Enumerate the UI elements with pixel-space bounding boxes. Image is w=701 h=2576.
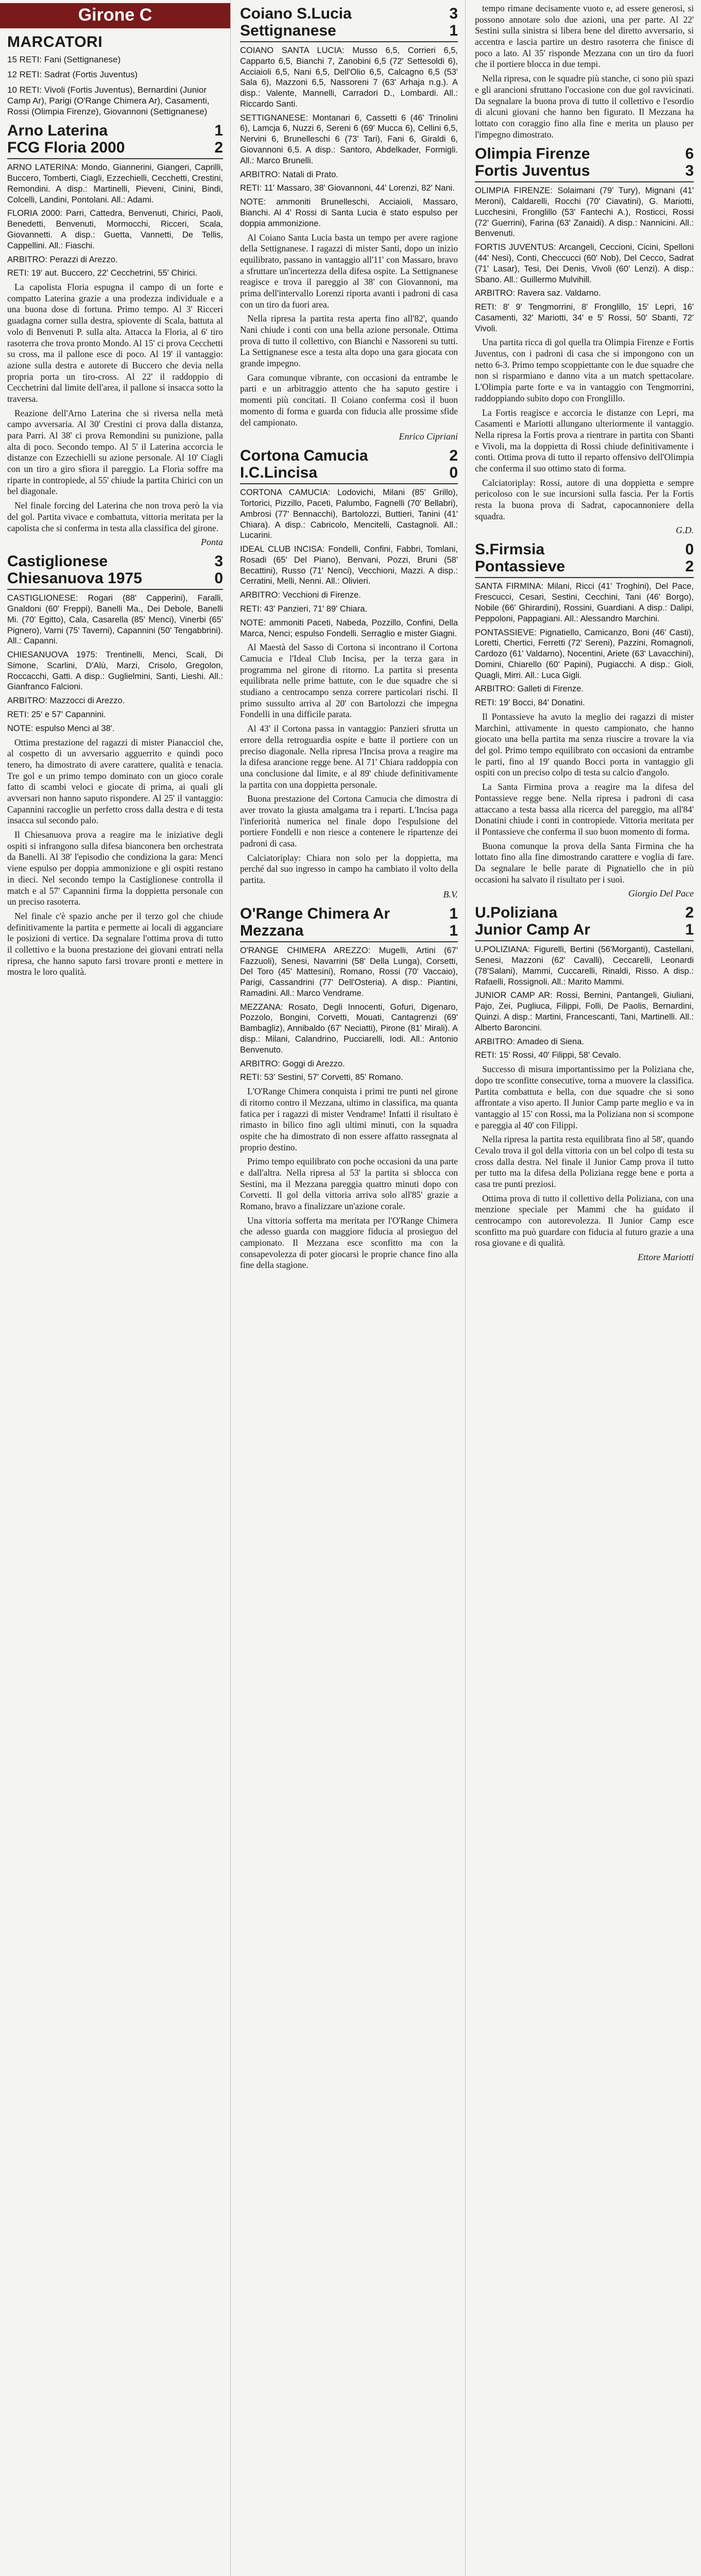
- scorers-list: [7, 54, 223, 117]
- author-signature: B.V.: [443, 889, 458, 900]
- match-report: [7, 122, 223, 548]
- report-paragraph: Gara comunque vibrante, con occasioni da entrambe le parti e un arbitraggio attento che ha saputo gestire i momenti più concitati. Il Coiano conferma così il buon momento di forma e guarda con fiducia alle prossime sfide del campionato.: [240, 372, 458, 428]
- away-lineup: JUNIOR CAMP AR: Rossi, Bernini, Pantangeli, Giuliani, Pajo, Zei, Pugliuca, Filippi, Folli, De Paolis, Bernardini, Quinzi. A disp.: Martini, Francescanti, Tani, Martinelli. All.: Alberto Baroncini.: [475, 991, 694, 1032]
- away-team-row: [7, 139, 223, 159]
- home-team-score: 3: [449, 5, 458, 22]
- away-team-score: 1: [449, 22, 458, 39]
- goals: RETI: 43' Panzieri, 71' 89' Chiara.: [240, 604, 367, 614]
- author-signature: Enrico Cipriani: [399, 431, 458, 442]
- referee: ARBITRO: Natali di Prato.: [240, 170, 338, 179]
- author-signature: Ettore Mariotti: [638, 1252, 694, 1263]
- goals: RETI: 8' 9' Tengmorrini, 8' Fronglillo, 15' Lepri, 16' Casamenti, 32' Mariotti, 34' e 5' Rossi, 50' Sbanti, 72' Vivoli.: [475, 302, 694, 333]
- report-paragraph: Nel finale c'è spazio anche per il terzo gol che chiude definitivamente la partita e permette ai locali di agganciare le posizioni di vertice. Da segnalare l'ottima prova di tutto il collettivo e la buona prestazione dei giovani entrati nella ripresa, che hanno saputo farsi trovare pronti e mettere in mostra le loro qualità.: [7, 910, 223, 977]
- home-team-row: [7, 122, 223, 139]
- report-paragraph: La capolista Floria espugna il campo di un forte e compatto Laterina grazie a una prodezza individuale e a una buona dose di fortuna. Primo tempo. Al 3' Ricceri guadagna corner sulla destra, spiovente di Scala, battuta al volo di Benvenuti P. sulla alta. Attacca la Floria, al 6' tiro rasoterra che trova pronto Mondo. Al 15' ci prova Cecchetti su cross, ma il pallone esce di poco. Al 19' il vantaggio: azione sulla destra e autorete di Buccero che devia nella propria porta un tiro-cross. Al 22' il raddoppio di Cecchetrini dal limite dell'area, il pallone si insacca sotto la traversa.: [7, 282, 223, 404]
- home-team-name: Castiglionese: [7, 553, 108, 570]
- report-paragraph: Il Chiesanuova prova a reagire ma le iniziative degli ospiti si infrangono sulla difesa bianconera ben orchestrata da Banelli. Al 38' l'episodio che condiziona la gara: Menci viene espulso per doppia ammonizione e gli ospiti restano in dieci. Nel secondo tempo la Castiglionese controlla il match e al 57' Capannini firma la doppietta personale con un preciso rasoterra.: [7, 829, 223, 907]
- home-team-name: Olimpia Firenze: [475, 145, 590, 163]
- report-paragraph: tempo rimane decisamente vuoto e, ad essere generosi, si possono annotare solo due azioni, una per parte. Al 22' Sestini sulla sinistra si libera bene del diretto avversario, si accentra e lascia partire un destro rasoterra che finisce di poco a lato. Al 35' risponde Mezzana con un tiro da fuori che il portiere blocca in due tempi.: [475, 3, 694, 70]
- notes: NOTE: espulso Menci al 38'.: [7, 723, 115, 733]
- home-lineup: O'RANGE CHIMERA AREZZO: Mugelli, Artini (67' Fazzuoli), Senesi, Navarrini (58' Della Lunga), Corsetti, Del Toro (45' Mattesini), Romano, Rossi (70' Vaccaio), Parigi, Cassandrini (77' Dell'Osteria). A disp.: Piantini, Ramadini. All.: Marco Vendrame.: [240, 945, 458, 998]
- away-team-score: 1: [685, 921, 694, 939]
- match-report: [475, 145, 694, 536]
- report-paragraph: Al Coiano Santa Lucia basta un tempo per avere ragione della Settignanese. I ragazzi di mister Santi, dopo un inizio equilibrato, passano in vantaggio all'11' con Massaro, bravo a sfruttare un'incertezza della difesa ospite. La Settignanese reagisce e trova il pareggio al 38' con Giovannoni, ma prima dell'intervallo Lorenzi riporta avanti i padroni di casa con un tiro da fuori area.: [240, 232, 458, 310]
- author-signature: G.D.: [676, 525, 694, 536]
- home-team-row: [240, 447, 458, 464]
- report-paragraph: Ottima prova di tutto il collettivo della Poliziana, con una menzione speciale per Mammi che ha guidato il centrocampo con autorevolezza. Il Junior Camp esce sconfitto ma può guardare con fiducia al futuro grazie a una rosa giovane e di qualità.: [475, 1193, 694, 1248]
- away-team-score: 0: [214, 570, 223, 587]
- report-paragraph: Buona prestazione del Cortona Camucia che dimostra di aver trovato la giusta amalgama tra i reparti. L'Incisa paga l'inferiorità numerica nel finale dopo l'espulsione del portiere Fondelli e non riesce a contenere le ripartenze dei padroni di casa.: [240, 793, 458, 849]
- report-paragraph: Una vittoria sofferta ma meritata per l'O'Range Chimera che adesso guarda con maggiore fiducia al prosieguo del campionato. Il Mezzana esce sconfitto ma con la consapevolezza di poter giocarsi le proprie chance fino alla fine della stagione.: [240, 1215, 458, 1270]
- referee: ARBITRO: Ravera saz. Valdarno.: [475, 289, 601, 298]
- away-team-row: [7, 570, 223, 590]
- home-team-name: U.Poliziana: [475, 904, 558, 922]
- author-signature: Ponta: [201, 537, 223, 548]
- report-paragraph: Al 43' il Cortona passa in vantaggio: Panzieri sfrutta un errore della retroguardia ospite e batte il portiere con un preciso diagonale. Nella ripresa l'Incisa prova a reagire ma la difesa arancione regge bene. Al 71' Chiara raddoppia con una conclusione dal limite, e al 89' chiude definitivamente la partita con una doppietta personale.: [240, 723, 458, 790]
- referee: ARBITRO: Galleti di Firenze.: [475, 684, 584, 694]
- group-banner: Girone C: [0, 3, 230, 28]
- home-lineup: SANTA FIRMINA: Milani, Ricci (41' Troghini), Del Pace, Frescucci, Cesari, Sestini, Cecchini, Tani (46' Borgo), Nobile (66' Ghirardini), Rossini, Guardiani. A disp.: Dalipi, Peppoloni, Pappagiani. All.: Alessandro Marchini.: [475, 582, 694, 623]
- goals: RETI: 19' aut. Buccero, 22' Cecchetrini, 55' Chirici.: [7, 268, 197, 278]
- away-team-row: [240, 922, 458, 942]
- scorers-line: 15 RETI: Fani (Settignanese): [7, 55, 121, 64]
- home-lineup: ARNO LATERINA: Mondo, Giannerini, Giangeri, Caprilli, Buccero, Tomberti, Ciagli, Ezzechielli, Cecchetti, Crestini, Remondini. A disp.: Martinelli, Pieveni, Cinini, Bindi, Colcelli, Landini, Pontolani. All.: Adami.: [7, 163, 223, 205]
- home-team-row: [7, 553, 223, 570]
- goals: RETI: 53' Sestini, 57' Corvetti, 85' Romano.: [240, 1073, 403, 1082]
- away-lineup: SETTIGNANESE: Montanari 6, Cassetti 6 (46' Trinolini 6), Lamcja 6, Nuzzi 6, Sereni 6 (69' Mucca 6), Cellini 6,5, Nervini 6, Brunelleschi 6 (73' Tari), Fani 6, Giraldi 6, Giovannoni 6,5. A disp.: Santoro, Abdelkader, Formigli. All.: Marco Brunelli.: [240, 113, 458, 165]
- report-paragraph: La Fortis reagisce e accorcia le distanze con Lepri, ma Casamenti e Mariotti allungano ulteriormente il vantaggio. Nella ripresa la Fortis prova a rientrare in partita con Sbanti e Vivoli, ma la doppietta di Rossi chiude definitivamente i conti. Ottima prova di tutto il reparto offensivo dell'Olimpia che conferma il suo ottimo stato di forma.: [475, 407, 694, 473]
- away-team-score: 2: [214, 139, 223, 157]
- away-team-row: [475, 558, 694, 578]
- referee: ARBITRO: Goggi di Arezzo.: [240, 1059, 345, 1069]
- referee: ARBITRO: Vecchioni di Firenze.: [240, 590, 361, 600]
- match-report: [475, 904, 694, 1263]
- report-paragraph: Nella ripresa, con le squadre più stanche, ci sono più spazi e gli arancioni sfruttano l'occasione con due gol ravvicinati. Da segnalare la buona prova di tutto il collettivo e l'esordio di alcuni giovani che hanno ben figurato. Il Mezzana ha lottato con coraggio fino alla fine e merita un plauso per l'impegno dimostrato.: [475, 73, 694, 140]
- match-report: [240, 905, 458, 1271]
- report-paragraph: Primo tempo equilibrato con poche occasioni da una parte e dall'altra. Nella ripresa al 53' la partita si sblocca con Sestini, ma il Mezzana pareggia quattro minuti dopo con Corvetti. Il gol della vittoria arriva solo all'85' grazie a Romano, bravo a finalizzare un'azione corale.: [240, 1156, 458, 1212]
- home-team-name: Arno Laterina: [7, 122, 108, 140]
- home-team-score: 1: [449, 905, 458, 922]
- away-team-row: [240, 22, 458, 42]
- report-paragraph: Successo di misura importantissimo per la Poliziana che, dopo tre sconfitte consecutive, torna a muovere la classifica. Partita combattuta e bella, con due squadre che si sono affrontate a viso aperto. Il Junior Camp parte meglio e va in vantaggio al 15' con Rossi, ma la Poliziana non si scompone e pareggia al 40' con Filippi.: [475, 1064, 694, 1130]
- away-team-name: Mezzana: [240, 922, 304, 939]
- home-lineup: OLIMPIA FIRENZE: Solaimani (79' Tury), Mignani (41' Meroni), Caldarelli, Rocchi (70' Ciavatini), G. Mariotti, Lucchesini, Fronglillo (53' Fantechi A.), Rosticci, Rossi (72' Guerrini), Farina (63' Zanaidi). A disp.: Nannicini. All.: Benvenuti.: [475, 186, 694, 239]
- column-left: [0, 0, 231, 2576]
- referee: ARBITRO: Mazzocci di Arezzo.: [7, 696, 125, 706]
- home-team-name: S.Firmsia: [475, 541, 545, 558]
- away-lineup: FLORIA 2000: Parri, Cattedra, Benvenuti, Chirici, Paoli, Benedetti, Benvenuti, Mormocchi, Ricceri, Scala, Giovannetti. A disp.: Guetta, Vannetti, De Tellis, Cappellini. All.: Fiaschi.: [7, 209, 223, 250]
- home-team-score: 3: [214, 553, 223, 570]
- home-team-score: 0: [685, 541, 694, 558]
- away-team-score: 2: [685, 558, 694, 575]
- goals: RETI: 11' Massaro, 38' Giovannoni, 44' Lorenzi, 82' Nani.: [240, 183, 455, 193]
- home-team-row: [240, 905, 458, 922]
- home-team-name: Cortona Camucia: [240, 447, 368, 465]
- home-lineup: CORTONA CAMUCIA: Lodovichi, Milani (85' Grillo), Tortorici, Pizzillo, Paceti, Palumbo, Fagnelli (70' Bellabri), Ambrosi (77' Bennacchi), Bartolozzi, Buttieri, Tanini (41' Chiara). A disp.: Cabricolo, Mencitelli, Castagnoli. All.: Lucarini.: [240, 488, 458, 540]
- away-lineup: CHIESANUOVA 1975: Trentinelli, Menci, Scali, Di Simone, Scarlini, D'Alù, Marzi, Crisolo, Gregolon, Roccacchi, Gatti. A disp.: Guglielmini, Santi, Lieshi. All.: Gianfranco Falcioni.: [7, 650, 223, 692]
- referee: ARBITRO: Amadeo di Siena.: [475, 1037, 584, 1046]
- match-report: [475, 541, 694, 899]
- goals: RETI: 19' Bocci, 84' Donatini.: [475, 698, 585, 708]
- away-team-row: [475, 162, 694, 182]
- home-team-row: [475, 145, 694, 162]
- away-lineup: FORTIS JUVENTUS: Arcangeli, Ceccioni, Cicini, Spelloni (44' Nesi), Conti, Checcucci (60' Nob), Del Cecco, Sadrat (71' Lasar), Tesi, Dei Denis, Vivoli (60' Lenzi). A disp.: Sbano. All.: Guillermo Mulvihill.: [475, 243, 694, 284]
- away-team-name: Pontassieve: [475, 558, 566, 575]
- scorers-line: 12 RETI: Sadrat (Fortis Juventus): [7, 70, 138, 80]
- goals: RETI: 15' Rossi, 40' Filippi, 58' Cevalo.: [475, 1050, 621, 1060]
- away-team-score: 3: [685, 162, 694, 180]
- home-lineup: U.POLIZIANA: Figurelli, Bertini (56'Morganti), Castellani, Senesi, Mazzoni (62' Cavalli), Ceccarelli, Leonardi (78'Salani), Mammi, Cuccarelli, Rinaldi, Risso. A disp.: Rafaelli, Rossignoli. All.: Marito Mammi.: [475, 945, 694, 987]
- report-paragraph: Calciatoriplay: Rossi, autore di una doppietta e sempre pericoloso con le sue incursioni sulla fascia. Per la Fortis resta la buona prova di Sadrat, capocannoniere della squadra.: [475, 477, 694, 521]
- referee: ARBITRO: Perazzi di Arezzo.: [7, 255, 118, 264]
- scorers-line: 10 RETI: Vivoli (Fortis Juventus), Bernardini (Junior Camp Ar), Parigi (O'Range Chimera Ar), Casamenti, Rossi (Olimpia Firenze), Giovannoni (Settignanese): [7, 84, 210, 116]
- away-team-score: 1: [449, 922, 458, 939]
- away-lineup: PONTASSIEVE: Pignatiello, Camicanzo, Boni (46' Casti), Loretti, Chertici, Ferretti (72' Sereni), Pazzini, Romagnoli, Cardozo (61' Valdarno), Nocentini, Ariete (63' Lavacchini), Domini, Chiarello (60' Papini), Pugiacchi. A disp.: Gioli, Quagli, Mirri. All.: Luca Gigli.: [475, 628, 694, 680]
- report-paragraph: Nel finale forcing del Laterina che non trova però la via del gol. Partita vivace e combattuta, vittoria meritata per la capolista che si conferma in testa alla classifica del girone.: [7, 500, 223, 533]
- notes: NOTE: ammoniti Paceti, Nabeda, Pozzillo, Confini, Della Marca, Nenci; espulso Fondelli. Serraglio e mister Giagni.: [240, 618, 458, 638]
- report-paragraph: Nella ripresa la partita resta aperta fino all'82', quando Nani chiude i conti con una bella azione personale. Ottima prova di tutto il collettivo, con Bianchi e Nassoreni su tutti. La Settignanese esce a testa alta dopo una gara giocata con grande impegno.: [240, 313, 458, 369]
- home-lineup: CASTIGLIONESE: Rogari (88' Capperini), Faralli, Gnaldoni (60' Freppi), Banelli Ma., Dei Debole, Banelli Mi. (70' Egitto), Cala, Casarella (85' Menci), Vinerbi (65' Pignero), Varni (75' Taverni), Capannini (50' Tengabbrini). All.: Capanni.: [7, 594, 223, 646]
- report-paragraph: Una partita ricca di gol quella tra Olimpia Firenze e Fortis Juventus, con i padroni di casa che si impongono con un netto 6-3. Primo tempo scoppiettante con le due squadre che non si risparmiano e danno vita a un match spettacolare. L'Olimpia parte forte e va in vantaggio con Tengmorrini, raddoppiando subito dopo con Fronglillo.: [475, 337, 694, 403]
- home-team-row: [240, 5, 458, 22]
- away-team-name: I.C.Lincisa: [240, 464, 318, 482]
- away-lineup: MEZZANA: Rosato, Degli Innocenti, Gofuri, Digenaro, Pozzolo, Bongini, Corvetti, Mouati, Cantagrenzi (69' Bambagliz), Annibaldo (67' Neciatti), Pirone (81' Mirali). A disp.: Milani, Calandrino, Pucciarelli, Iodi. All.: Antonio Benvenuto.: [240, 1002, 458, 1055]
- home-team-score: 2: [449, 447, 458, 465]
- home-team-score: 1: [214, 122, 223, 140]
- away-team-row: [240, 464, 458, 484]
- report-paragraph: La Santa Firmina prova a reagire ma la difesa del Pontassieve regge bene. Nella ripresa i padroni di casa attaccano a testa bassa alla ricerca del pareggio, ma all'84' Donatini chiude i conti in contropiede. Vittoria meritata per il Pontassieve che conferma il suo buon momento di forma.: [475, 782, 694, 837]
- report-paragraph: Nella ripresa la partita resta equilibrata fino al 58', quando Cevalo trova il gol della vittoria con un bel colpo di testa su cross dalla destra. Nel finale il Junior Camp prova il tutto per tutto ma la difesa della Poliziana regge bene e porta a casa tre punti preziosi.: [475, 1134, 694, 1189]
- away-lineup: IDEAL CLUB INCISA: Fondelli, Confini, Fabbri, Tomlani, Rosadi (65' Del Piano), Benvani, Pozzi, Bruni (58' Becattini), Russo (71' Nenci), Vecchioni, Mazzi. A disp.: Cerratini, Melli, Nenni. All.: Olivieri.: [240, 545, 458, 586]
- away-team-score: 0: [449, 464, 458, 482]
- away-team-name: Junior Camp Ar: [475, 921, 590, 939]
- report-paragraph: Reazione dell'Arno Laterina che si riversa nella metà campo avversaria. Al 30' Crestini ci prova dalla distanza, para Parri. Al 38' ci prova Remondini su punizione, palla alta di poco. Secondo tempo. Al 5' il Laterina accorcia le distanze con Ezzechielli su azione personale. Al 10' Ciagli con un tiro a giro sfiora il pareggio. La Floria soffre ma riparte in contropiede, al 55' chiude la partita Chirici con un bel diagonale.: [7, 408, 223, 497]
- report-paragraph: L'O'Range Chimera conquista i primi tre punti nel girone di ritorno contro il Mezzana, ultimo in classifica, ma quanta fatica per i ragazzi di mister Vendrame! Infatti il risultato è rimasto in bilico fino agli ultimi minuti, con la squadra ospite che ha dimostrato di non essere affatto rassegnata al proprio destino.: [240, 1086, 458, 1153]
- away-team-name: Fortis Juventus: [475, 162, 590, 180]
- home-team-name: O'Range Chimera Ar: [240, 905, 390, 922]
- report-paragraph: Buona comunque la prova della Santa Firmina che ha lottato fino alla fine dimostrando carattere e voglia di fare. Da segnalare le belle parate di Pignatiello che in più occasioni ha salvato il risultato per i suoi.: [475, 840, 694, 885]
- home-team-score: 2: [685, 904, 694, 922]
- home-team-score: 6: [685, 145, 694, 163]
- report-paragraph: Al Maestà del Sasso di Cortona si incontrano il Cortona Camucia e l'Ideal Club Incisa, per la terza gara in programma nel girone di ritorno. La partita si presenta equilibrata nelle prime battute, con le due squadre che si studiano a centrocampo senza correre particolari rischi. Il primo sussulto arriva al 20' con Bartolozzi che impegna Fondelli in una difficile parata.: [240, 642, 458, 720]
- goals: RETI: 25' e 57' Capannini.: [7, 710, 106, 719]
- author-signature: Giorgio Del Pace: [628, 888, 694, 899]
- away-team-name: FCG Floria 2000: [7, 139, 125, 157]
- column-right: [468, 0, 701, 2576]
- match-report: [240, 447, 458, 900]
- report-paragraph: Calciatoriplay: Chiara non solo per la doppietta, ma perché dal suo ingresso in campo ha cambiato il volto della partita.: [240, 852, 458, 886]
- match-report: [240, 5, 458, 442]
- home-team-row: [475, 541, 694, 558]
- away-team-name: Chiesanuova 1975: [7, 570, 142, 587]
- home-lineup: COIANO SANTA LUCIA: Musso 6,5, Corrieri 6,5, Capparto 6,5, Bianchi 7, Zanobini 6,5 (72' Settesoldi 6), Acciaioli 6,5, Nani 6,5, Dell'Olio 6,5, Calcagno 6,5 (53' Sala 6), Mazzoni 6,5, Nassoreni 7 (63' Arhaja n.g.). A disp.: Valente, Mannelli, Carradori D., Lombardi. All.: Riccardo Santi.: [240, 46, 458, 109]
- away-team-row: [475, 921, 694, 941]
- report-paragraph: Il Pontassieve ha avuto la meglio dei ragazzi di mister Marchini, attivamente in questo campionato, che hanno giocato una bella partita ma senza riuscire a trovare la via del gol. Primo tempo equilibrato con occasioni da entrambe le parti, fino al 19' quando Bocci porta in vantaggio gli ospiti con un preciso colpo di testa su calcio d'angolo.: [475, 711, 694, 778]
- notes: NOTE: ammoniti Brunelleschi, Acciaioli, Massaro, Bianchi. Al 4' Rossi di Santa Lucia è stato espulso per doppia ammonizione.: [240, 197, 458, 228]
- scorers-heading: MARCATORI: [7, 33, 103, 50]
- match-report: [7, 553, 223, 978]
- report-paragraph: Ottima prestazione del ragazzi di mister Pianacciol che, al cospetto di un avversario agguerrito e quindi poco tenero, ha dimostrato di avere carattere, qualità e tenacia. Tre gol e un primo tempo dominato con un gioco corale fatto di scambi veloci e giocate di prima, ai quali gli avversari non hanno saputo rispondere. Al 25' il vantaggio: Capannini raccoglie un perfetto cross dalla destra e di testa insacca sul secondo palo.: [7, 737, 223, 826]
- home-team-row: [475, 904, 694, 921]
- away-team-name: Settignanese: [240, 22, 336, 39]
- home-team-name: Coiano S.Lucia: [240, 5, 352, 22]
- column-middle: [233, 0, 466, 2576]
